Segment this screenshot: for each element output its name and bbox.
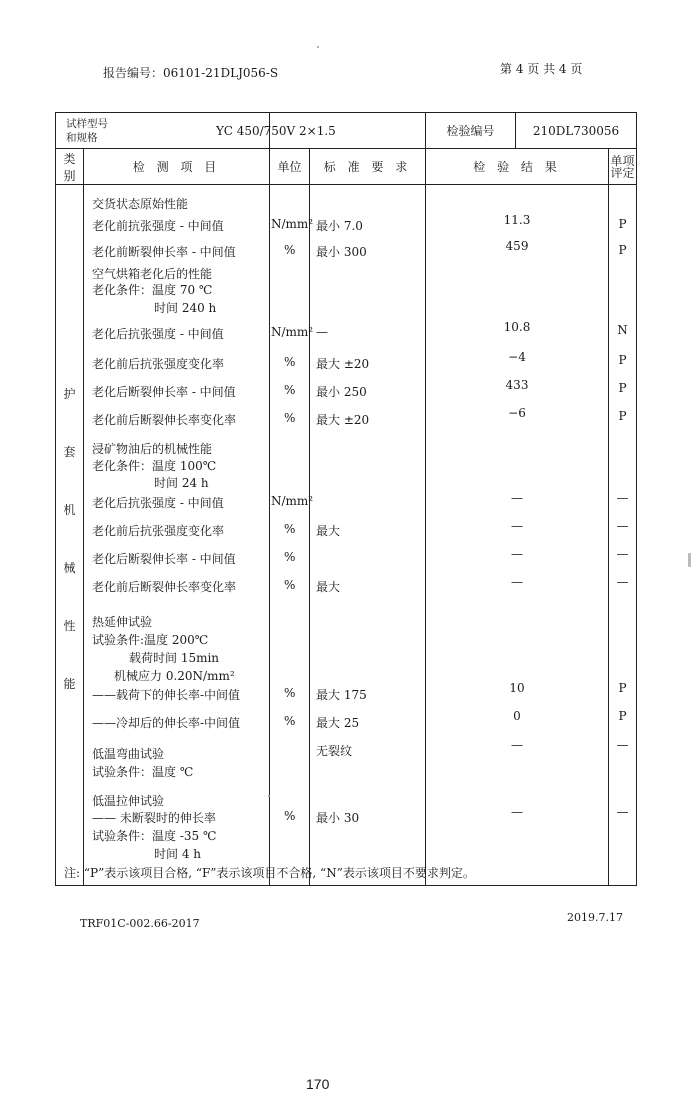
- table-row-unit: %: [284, 243, 296, 257]
- table-row-verdict: —: [616, 491, 629, 505]
- item-column: [84, 185, 270, 886]
- table-row-result: —: [511, 547, 523, 561]
- table-row-unit: %: [284, 355, 296, 369]
- table-row-unit: %: [284, 714, 296, 728]
- table-row-standard: —: [316, 325, 328, 339]
- table-row-item: 试验条件:温度 200℃: [92, 633, 209, 647]
- table-row-standard: 最大 ±20: [316, 413, 370, 427]
- table-row-verdict: P: [618, 353, 627, 367]
- category-label: [56, 385, 83, 733]
- table-row-result: 433: [505, 378, 529, 392]
- table-row-item: 老化条件：温度 100℃: [92, 459, 217, 473]
- standard-header: 标 准 要 求: [310, 149, 426, 185]
- report-date: 2019.7.17: [567, 911, 623, 924]
- table-row-item: 时间 4 h: [154, 847, 201, 861]
- table-row-standard: 最小 250: [316, 385, 367, 399]
- table-row-unit: %: [284, 411, 296, 425]
- unit-header: 单位: [270, 149, 310, 185]
- table-row-verdict: P: [618, 681, 627, 695]
- table-row-item: ——载荷下的伸长率-中间值: [92, 688, 241, 702]
- table-row-item: 交货状态原始性能: [92, 197, 189, 211]
- report-number: 报告编号：06101-21DLJ056-S: [103, 66, 279, 80]
- check-no: 210DL730056: [516, 113, 637, 149]
- table-row-item: 试验条件：温度 ℃: [92, 765, 194, 779]
- standard-column: [310, 185, 426, 886]
- table-row-item: 老化前后抗张强度变化率: [92, 357, 225, 371]
- inspection-table: [55, 112, 637, 886]
- table-row-standard: 最大: [316, 580, 341, 594]
- category-char: 能: [63, 677, 76, 691]
- table-row-verdict: —: [616, 547, 629, 561]
- category-char: 套: [63, 445, 76, 459]
- sample-label-line1: 试样型号: [66, 117, 108, 130]
- table-row-item: 低温拉伸试验: [92, 794, 165, 808]
- category-cell: [56, 185, 84, 886]
- verdict-header-line1: 单项: [610, 153, 635, 168]
- scan-speck: [688, 553, 691, 567]
- item-header: 检 测 项 目: [84, 149, 270, 185]
- table-row-verdict: —: [616, 519, 629, 533]
- table-row-result: —: [511, 575, 523, 589]
- table-row-unit: %: [284, 550, 296, 564]
- table-row-item: 浸矿物油后的机械性能: [92, 442, 213, 456]
- page-number: 170: [306, 1076, 330, 1092]
- scan-speck: [317, 46, 319, 48]
- page-info: 第 4 页 共 4 页: [500, 62, 583, 76]
- table-row-verdict: —: [616, 805, 629, 819]
- category-header-line1: 类: [63, 151, 76, 166]
- table-row-item: ——冷却后的伸长率-中间值: [92, 716, 241, 730]
- table-row-unit: N/mm²: [271, 494, 314, 508]
- category-char: 护: [63, 387, 76, 401]
- table-row-item: 老化后断裂伸长率 - 中间值: [92, 552, 236, 566]
- table-row-item: 空气烘箱老化后的性能: [92, 267, 213, 281]
- table-row-standard: 最大 25: [316, 716, 360, 730]
- table-row-item: 老化前断裂伸长率 - 中间值: [92, 245, 236, 259]
- category-char: 械: [63, 561, 76, 575]
- table-row-standard: 最小 7.0: [316, 219, 363, 233]
- table-row-item: 载荷时间 15min: [129, 651, 220, 665]
- verdict-header-line2: 评定: [610, 165, 635, 180]
- table-row-verdict: P: [618, 709, 627, 723]
- result-header: 检 验 结 果: [426, 149, 609, 185]
- table-row-unit: %: [284, 522, 296, 536]
- table-row-item: 老化条件：温度 70 ℃: [92, 283, 213, 297]
- table-row-unit: N/mm²: [271, 325, 314, 339]
- check-no-label: 检验编号: [426, 113, 516, 149]
- category-char: 性: [63, 619, 76, 633]
- table-row-item: 机械应力 0.20N/mm²: [114, 669, 235, 683]
- result-column: [426, 185, 609, 886]
- sample-label-line2: 和规格: [66, 131, 98, 144]
- table-row-item: 老化后抗张强度 - 中间值: [92, 327, 224, 341]
- table-row-item: 老化后抗张强度 - 中间值: [92, 496, 224, 510]
- table-row-result: 459: [505, 239, 529, 253]
- table-row-item: 低温弯曲试验: [92, 747, 165, 761]
- table-row-standard: 最大 175: [316, 688, 367, 702]
- table-row-unit: N/mm²: [271, 217, 314, 231]
- verdict-column: [609, 185, 637, 886]
- table-row-item: —— 未断裂时的伸长率: [92, 811, 216, 825]
- table-row-item: 热延伸试验: [92, 615, 153, 629]
- table-row-verdict: —: [616, 575, 629, 589]
- table-row-item: 老化前后断裂伸长率变化率: [92, 413, 237, 427]
- table-row-verdict: P: [618, 243, 627, 257]
- table-row-standard: 最小 30: [316, 811, 360, 825]
- unit-column: [270, 185, 314, 886]
- table-row-unit: %: [284, 686, 296, 700]
- table-row-result: 10.8: [503, 320, 531, 334]
- verdict-header-cell: [609, 149, 637, 185]
- table-row-verdict: P: [618, 381, 627, 395]
- table-row-item: 时间 240 h: [154, 301, 217, 315]
- table-row-unit: %: [284, 809, 296, 823]
- table-row-result: 0: [513, 709, 521, 723]
- sample-model: YC 450/750V 2×1.5: [216, 123, 336, 138]
- table-row-item: 老化前抗张强度 - 中间值: [92, 219, 224, 233]
- sample-row: [56, 113, 637, 149]
- table-row-result: —: [511, 738, 523, 752]
- table-row-result: 10: [509, 681, 525, 695]
- table-row-result: —: [511, 491, 523, 505]
- footnote: 注: “P”表示该项目合格, “F”表示该项目不合格, “N”表示该项目不要求判定。: [64, 866, 475, 880]
- table-row-result: —: [511, 805, 523, 819]
- scan-speck: [268, 795, 270, 797]
- table-row-item: 时间 24 h: [154, 476, 209, 490]
- table-row-standard: 最小 300: [316, 245, 367, 259]
- body-row: [56, 185, 637, 886]
- category-header-line2: 别: [63, 168, 76, 183]
- table-row-verdict: P: [618, 217, 627, 231]
- table-row-standard: 最大 ±20: [316, 357, 370, 371]
- table-row-verdict: —: [616, 738, 629, 752]
- table-row-item: 老化后断裂伸长率 - 中间值: [92, 385, 236, 399]
- table-row-standard: 无裂纹: [316, 744, 353, 758]
- table-row-verdict: N: [617, 323, 628, 337]
- sample-label-cell: [56, 113, 336, 149]
- category-char: 机: [63, 503, 76, 517]
- form-code: TRF01C-002.66-2017: [80, 917, 200, 930]
- table-row-item: 试验条件：温度 -35 ℃: [92, 829, 217, 843]
- table-row-standard: 最大: [316, 524, 341, 538]
- table-row-result: −6: [508, 406, 526, 420]
- table-row-verdict: P: [618, 409, 627, 423]
- table-row-result: 11.3: [503, 213, 531, 227]
- table-row-item: 老化前后抗张强度变化率: [92, 524, 225, 538]
- column-header-row: [56, 149, 637, 185]
- category-header-cell: [56, 149, 84, 185]
- table-row-result: −4: [508, 350, 526, 364]
- table-row-result: —: [511, 519, 523, 533]
- table-row-unit: %: [284, 578, 296, 592]
- table-row-unit: %: [284, 383, 296, 397]
- table-row-item: 老化前后断裂伸长率变化率: [92, 580, 237, 594]
